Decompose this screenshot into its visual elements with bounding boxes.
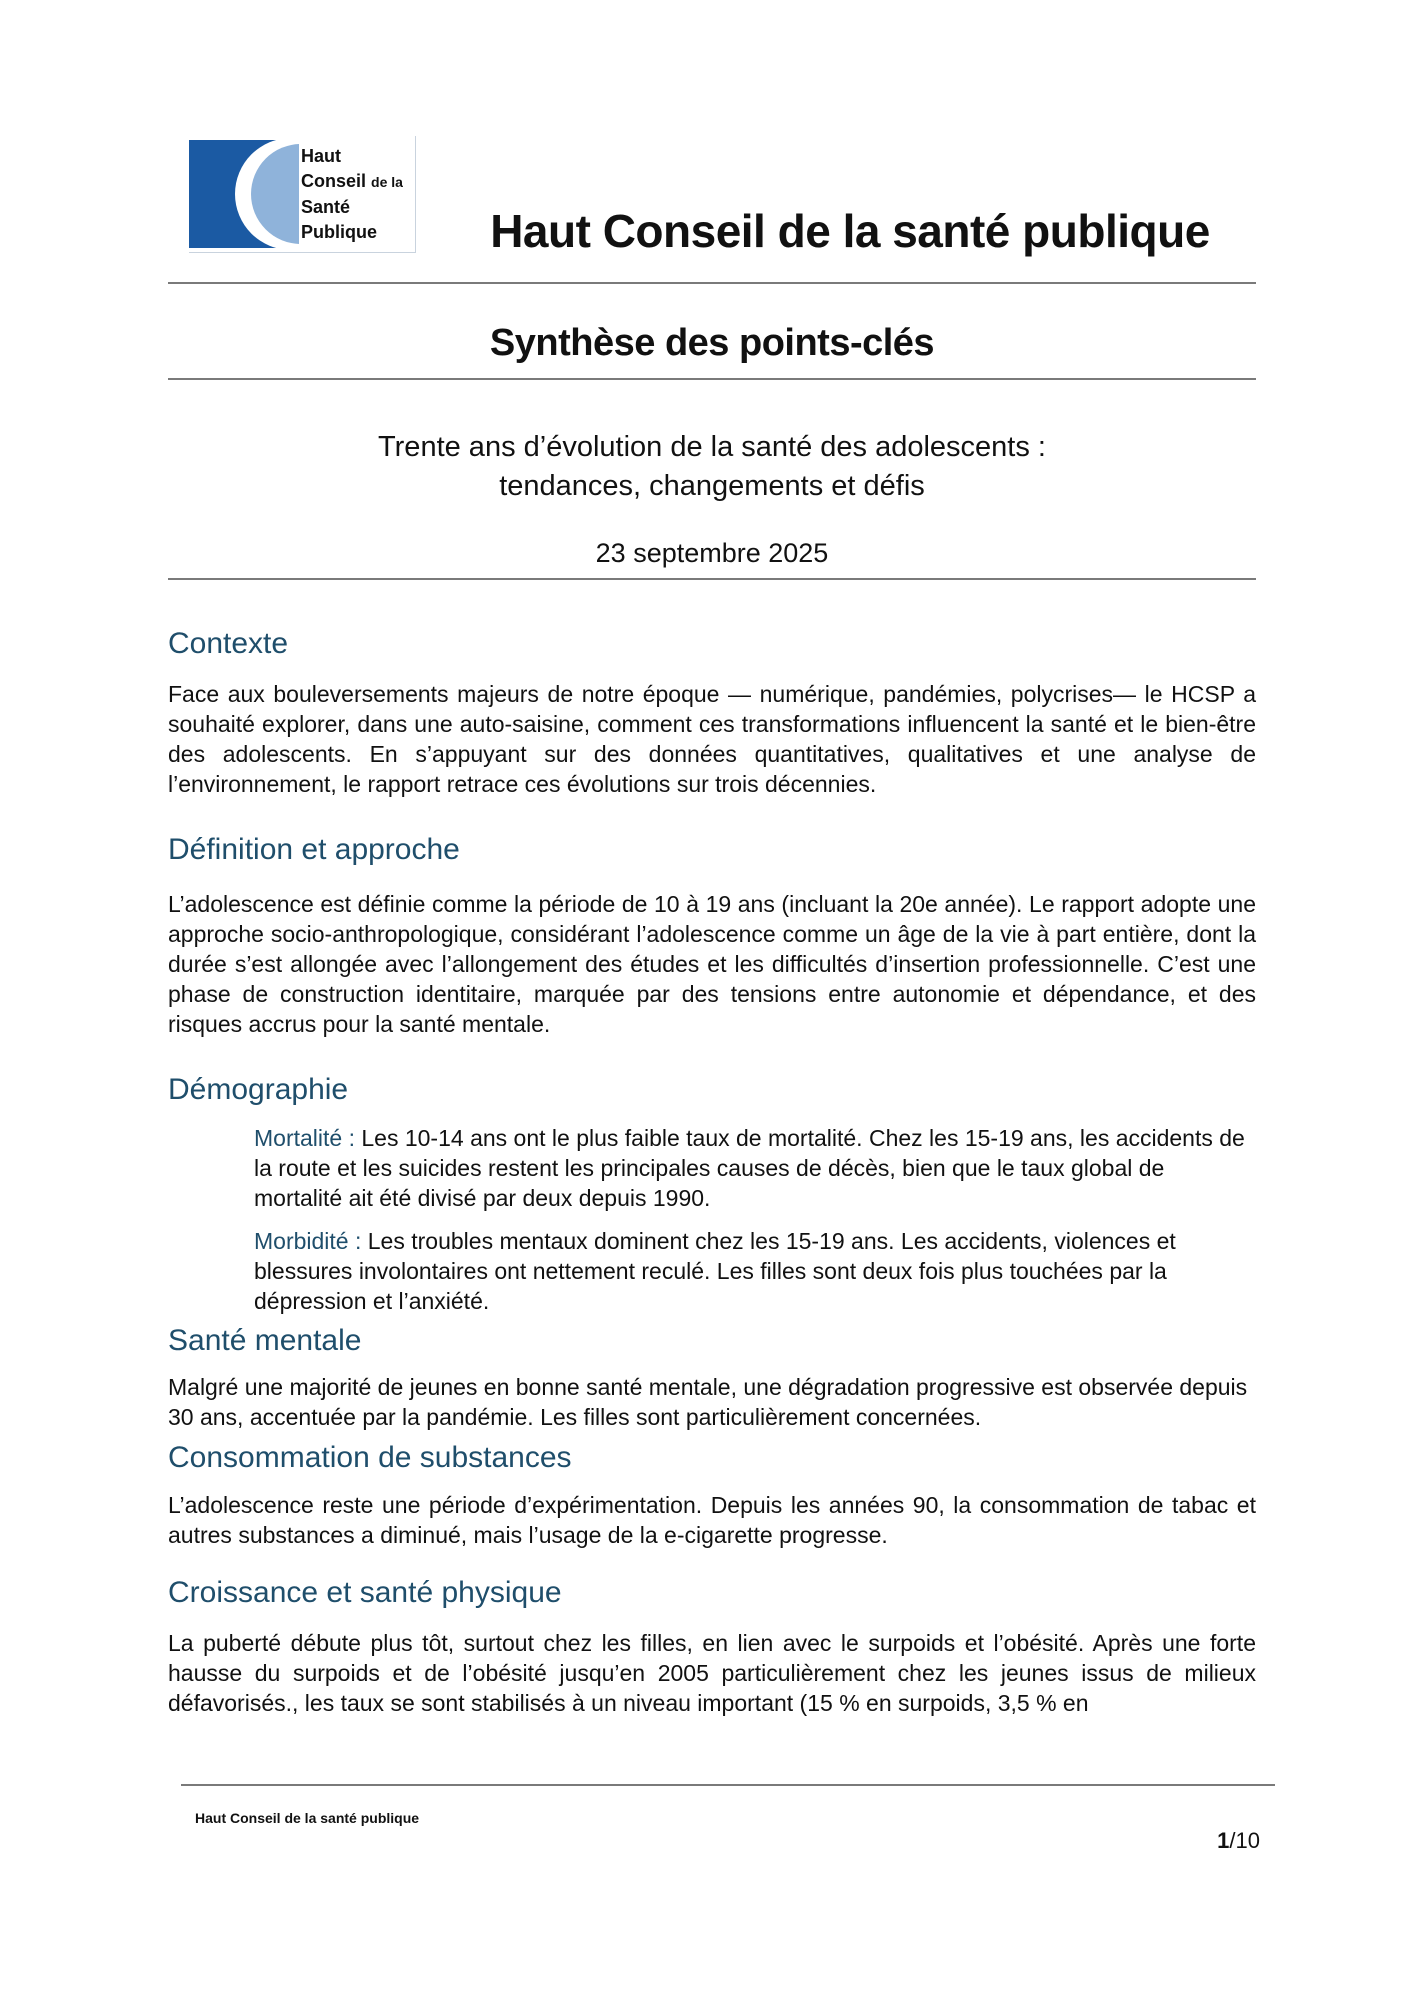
report-date: 23 septembre 2025 (595, 538, 829, 568)
item-text: Les troubles mentaux dominent chez les 15-19 ans. Les accidents, violences et blessures involontaires ont nettement reculé. Les filles sont deux fois plus touchées par la dépression et l’anxiété. (254, 1228, 1176, 1314)
footer-organization: Haut Conseil de la santé publique (195, 1810, 420, 1826)
section-body-substances: L’adolescence reste une période d’expérimentation. Depuis les années 90, la consommation de tabac et autres substances a diminué, mais l’usage de la e-cigarette progresse. (168, 1492, 1256, 1548)
section-body-definition: L’adolescence est définie comme la période de 10 à 19 ans (incluant la 20e année). Le rapport adopte une approche socio-anthropologique, considérant l’adolescence comme un âge de la vie à part entière, dont la durée s’est allongée avec l’allongement des études et les difficultés d’insertion professionnelle. C’est une phase de construction identitaire, marquée par des tensions entre autonomie et dépendance, et des risques accrus pour la santé mentale. (168, 891, 1256, 1037)
document-type-title: Synthèse des points-clés (489, 322, 935, 364)
section-heading-definition: Définition et approche (168, 833, 460, 866)
header-divider (168, 282, 1256, 284)
item-label: Mortalité : (254, 1125, 355, 1151)
demographie-item-morbidite (254, 1226, 1254, 1316)
section-heading-demographie: Démographie (168, 1073, 349, 1106)
section-heading-croissance: Croissance et santé physique (168, 1576, 562, 1609)
item-text: Les 10-14 ans ont le plus faible taux de mortalité. Chez les 15-19 ans, les accidents de la route et les suicides restent les principales causes de décès, bien que le taux global de mortalité ait été divisé par deux depuis 1990. (254, 1125, 1245, 1211)
item-label: Morbidité : (254, 1228, 362, 1254)
section-heading-contexte: Contexte (168, 627, 289, 660)
logo-blue-block (189, 140, 299, 248)
organization-title: Haut Conseil de la santé publique (490, 205, 1210, 257)
section-body-sante-mentale: Malgré une majorité de jeunes en bonne santé mentale, une dégradation progressive est observée depuis 30 ans, accentuée par la pandémie. Les filles sont particulièrement concernées. (168, 1374, 1248, 1430)
date-divider (168, 578, 1256, 580)
footer-divider (181, 1784, 1275, 1786)
logo-text: Haut Conseil de la Santé Publique (301, 146, 403, 242)
page-number: 1/10 (1217, 1828, 1260, 1853)
hcsp-logo (189, 136, 416, 253)
section-body-croissance: La puberté débute plus tôt, surtout chez les filles, en lien avec le surpoids et l’obésité. Après une forte hausse du surpoids et de l’obésité jusqu’en 2005 particulièrement chez les jeunes issus de milieux défavorisés., les taux se sont stabilisés à un niveau important (15 % en surpoids, 3,5 % en (168, 1630, 1256, 1716)
section-heading-substances: Consommation de substances (168, 1441, 572, 1474)
section-body-contexte: Face aux bouleversements majeurs de notre époque — numérique, pandémies, polycrises— le HCSP a souhaité explorer, dans une auto-saisine, comment ces transformations influencent la santé et le bien-être des adolescents. En s’appuyant sur des données quantitatives, qualitatives et une analyse de l’environnement, le rapport retrace ces évolutions sur trois décennies. (168, 681, 1256, 797)
report-subtitle: Trente ans d’évolution de la santé des adolescents : tendances, changements et défis (378, 431, 1046, 502)
section-heading-sante-mentale: Santé mentale (168, 1324, 362, 1357)
demographie-item-mortalite (254, 1123, 1254, 1213)
title-divider (168, 378, 1256, 380)
